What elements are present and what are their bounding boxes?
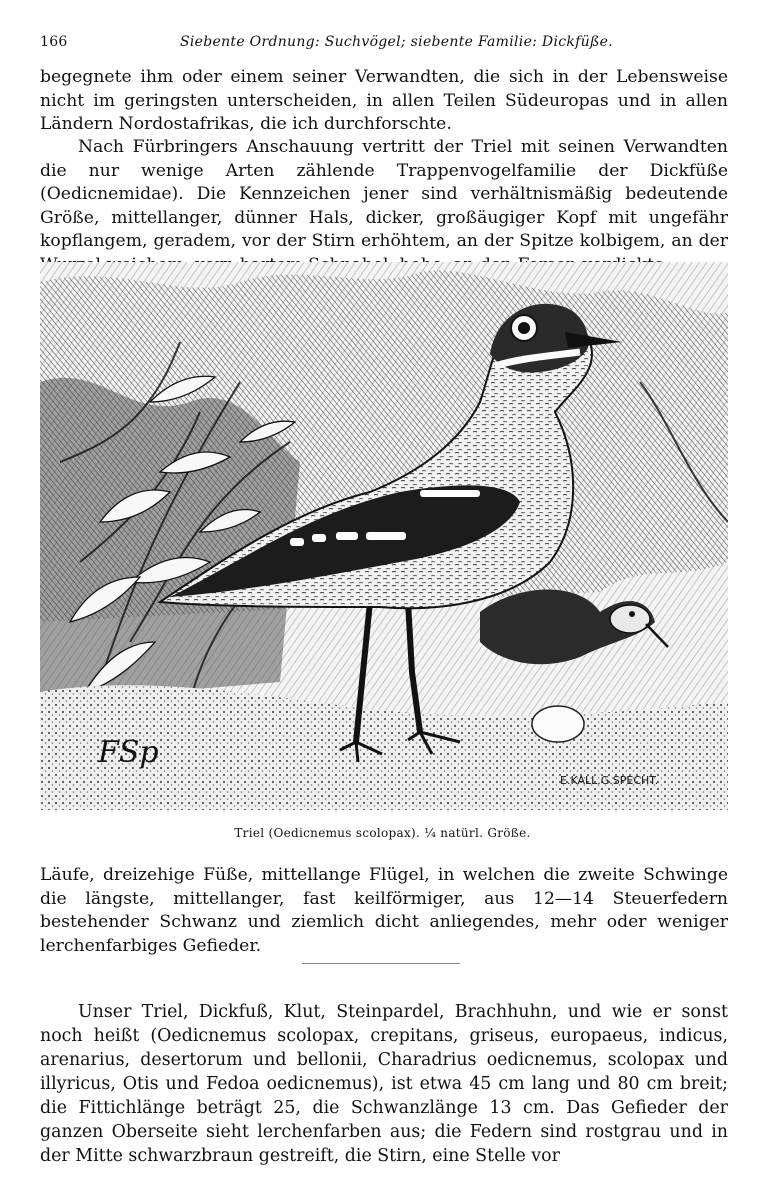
paragraph-family-description: Nach Fürbringers Anschauung vertritt der Triel mit seinen Verwandten die nur wenige Arten zählende Trappenvogelfamilie der Dickfüße (Oedicnemidae). Die Kennzeichen jener sind verhältnismäßig bedeutende Größe, mittellanger, dünner Hals, dicker, großäugiger Kopf mit ungefähr kopflangem, geradem, vor der Stirn erhöhtem, an der Spitze kolbigem, an der — [40, 137, 728, 251]
running-title: Siebente Ordnung: Suchvögel; siebente Familie: Dickfüße. — [180, 34, 613, 50]
figure-caption: Triel (Oedicnemus scolopax). ¼ natürl. Größe. — [234, 826, 531, 840]
section-divider — [302, 963, 460, 964]
paragraph-continuation: begegnete ihm oder einem seiner Verwandten, die sich in der Lebensweise nicht im geringsten unterscheiden, in allen Teilen Südeuropas und in allen Ländern Nordostafrikas, die ich durchforschte. — [40, 67, 728, 134]
egg — [532, 706, 584, 742]
engraver-monogram: FSp — [98, 735, 159, 770]
paragraph-feet-description: Läufe, dreizehige Füße, mittellange Flügel, in welchen die zweite Schwinge die längste, mittellanger, fast keilförmiger, aus 12—14 Steuerfedern bestehender Schwanz und ziemlich dicht anliegendes, mehr oder weniger lerchenfarbiges Gefieder. — [40, 865, 728, 956]
paragraph-species-description: Unser Triel, Dickfuß, Klut, Steinpardel, Brachhuhn, und wie er sonst noch heißt (Oedicnemus scolopax, crepitans, griseus, europaeus, indicus, arenarius, desertorum und bellonii, Charadrius oedicnemus, scolopax und illyricus, Otis und Fedoa oedicnemus), ist etwa 45 cm lang und 80 cm breit; die Fittichlänge beträgt 25, die Schwanzlänge 13 cm. Das Gefieder der ganzen Oberseite sieht lerchenfarben aus; die Federn sind rostgrau und in der Mitte schwarzbraun gestreift, die Stirn, eine Stelle vor — [40, 1002, 728, 1166]
page-number: 166 — [40, 34, 68, 50]
running-header — [40, 34, 730, 56]
engraver-signature: E.KALL.G.SPECHT. — [560, 774, 659, 787]
stone-curlew-illustration — [40, 262, 728, 810]
